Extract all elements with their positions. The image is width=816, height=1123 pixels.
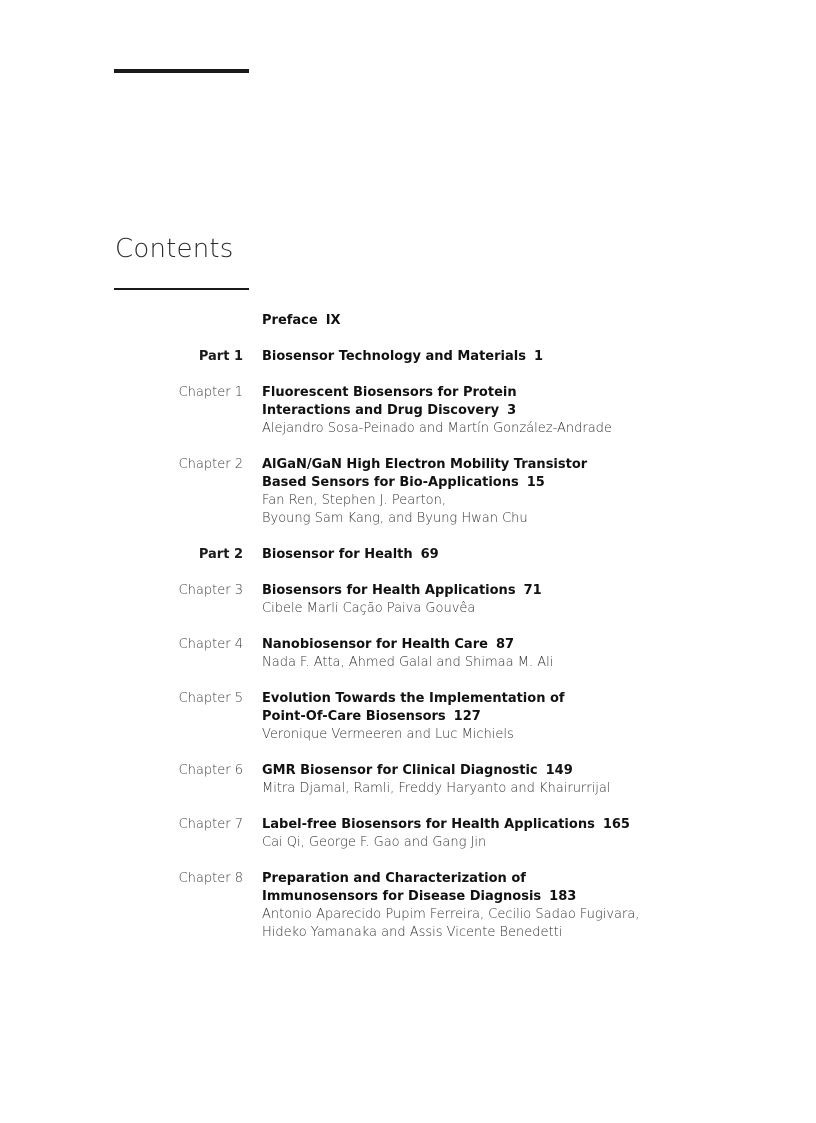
chapter-label: Chapter 1 (178, 385, 243, 400)
chapter-label: Chapter 7 (178, 817, 243, 832)
page-number: 3 (507, 403, 517, 418)
part-label: Part 1 (198, 349, 243, 364)
chapter-label: Chapter 4 (178, 637, 243, 652)
entry-title-line[interactable]: Preparation and Characterization of (262, 871, 526, 886)
toc-entry-chapter-3 (0, 582, 816, 618)
entry-title-line[interactable]: Interactions and Drug Discovery (262, 403, 500, 418)
entry-title-line[interactable]: Fluorescent Biosensors for Protein (262, 385, 517, 400)
entry-authors: Nada F. Atta, Ahmed Galal and Shimaa M. Ali (262, 655, 554, 670)
chapter-label: Chapter 5 (178, 691, 243, 706)
page-number: 149 (545, 763, 573, 778)
entry-authors: Cai Qi, George F. Gao and Gang Jin (262, 835, 487, 850)
entry-title-line[interactable]: Biosensors for Health Applications (262, 583, 516, 598)
entry-authors: Cibele Marli Cação Paiva Gouvêa (262, 601, 476, 616)
entry-authors: Hideko Yamanaka and Assis Vicente Benedetti (262, 925, 563, 940)
entry-authors: Alejandro Sosa-Peinado and Martín González-Andrade (262, 421, 612, 436)
chapter-label: Chapter 6 (178, 763, 243, 778)
page-number: 165 (602, 817, 630, 832)
title-rule (114, 288, 249, 290)
chapter-label: Chapter 2 (178, 457, 243, 472)
entry-title-line[interactable]: Evolution Towards the Implementation of (262, 691, 565, 706)
entry-title[interactable]: Biosensor Technology and Materials (262, 349, 526, 364)
toc-entry-chapter-8 (0, 870, 816, 942)
page-number: 127 (453, 709, 481, 724)
toc-entry-part-1 (0, 348, 816, 366)
entry-title-line[interactable]: Nanobiosensor for Health Care (262, 637, 488, 652)
top-rule (114, 69, 249, 73)
entry-authors: Antonio Aparecido Pupim Ferreira, Cecilio Sadao Fugivara, (262, 907, 640, 922)
chapter-label: Chapter 8 (178, 871, 243, 886)
entry-title-line[interactable]: GMR Biosensor for Clinical Diagnostic (262, 763, 538, 778)
toc-entry-part-2 (0, 546, 816, 564)
page-number: 1 (533, 349, 543, 364)
toc-entry-chapter-7 (0, 816, 816, 852)
entry-title-line[interactable]: Immunosensors for Disease Diagnosis (262, 889, 542, 904)
toc-entry-preface (0, 312, 816, 330)
entry-title[interactable]: Preface (262, 313, 318, 328)
entry-title-line[interactable]: Label-free Biosensors for Health Applications (262, 817, 595, 832)
page-number: 69 (420, 547, 439, 562)
entry-authors: Byoung Sam Kang, and Byung Hwan Chu (262, 511, 528, 526)
entry-authors: Mitra Djamal, Ramli, Freddy Haryanto and Khairurrijal (262, 781, 611, 796)
entry-authors: Fan Ren, Stephen J. Pearton, (262, 493, 446, 508)
chapter-label: Chapter 3 (178, 583, 243, 598)
toc-entry-chapter-6 (0, 762, 816, 798)
page-number: IX (325, 313, 341, 328)
entry-title-line[interactable]: AlGaN/GaN High Electron Mobility Transistor (262, 457, 588, 472)
entry-title[interactable]: Biosensor for Health (262, 547, 413, 562)
toc-entry-chapter-1 (0, 384, 816, 438)
page-number: 183 (549, 889, 577, 904)
page-number: 15 (526, 475, 545, 490)
toc-entry-chapter-4 (0, 636, 816, 672)
toc-entry-chapter-5 (0, 690, 816, 744)
table-of-contents (0, 312, 816, 960)
entry-title-line[interactable]: Point-Of-Care Biosensors (262, 709, 446, 724)
page-title: Contents (115, 234, 234, 264)
entry-authors: Veronique Vermeeren and Luc Michiels (262, 727, 514, 742)
part-label: Part 2 (198, 547, 243, 562)
toc-entry-chapter-2 (0, 456, 816, 528)
page-number: 71 (523, 583, 542, 598)
page-number: 87 (495, 637, 515, 652)
entry-title-line[interactable]: Based Sensors for Bio-Applications (262, 475, 519, 490)
